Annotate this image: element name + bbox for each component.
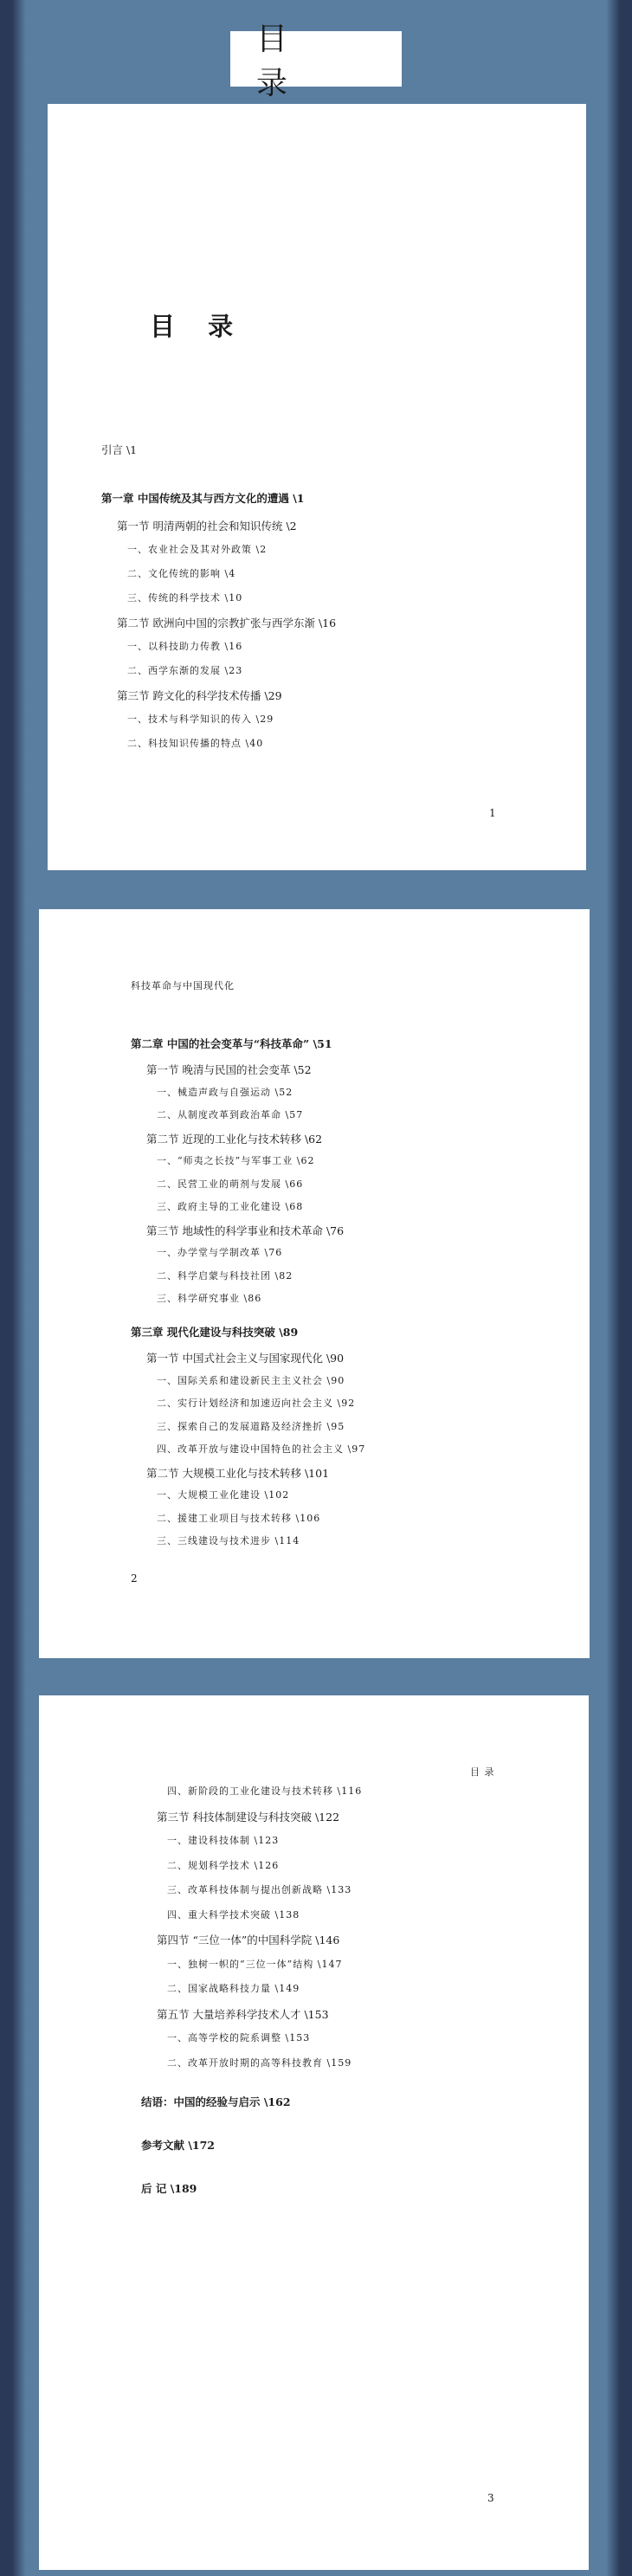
toc-section-entry: 第二节 近现的工业化与技术转移 \62	[146, 1132, 323, 1146]
page-number: 3	[487, 2492, 494, 2504]
toc-page-2	[39, 909, 590, 1658]
toc-subsection-entry: 一、技术与科学知识的传入 \29	[127, 713, 274, 725]
toc-subsection-entry: 一、大规模工业化建设 \102	[157, 1489, 290, 1501]
toc-subsection-entry: 四、重大科学技术突破 \138	[167, 1908, 300, 1921]
page-heading: 目 录	[150, 312, 246, 341]
toc-chapter-entry: 结语：中国的经验与启示 \162	[141, 2095, 291, 2108]
toc-subsection-entry: 二、规划科学技术 \126	[167, 1859, 280, 1871]
toc-section-entry: 第二节 欧洲向中国的宗教扩张与西学东渐 \16	[117, 617, 337, 629]
toc-chapter-entry: 第一章 中国传统及其与西方文化的遭遇 \1	[101, 492, 305, 505]
toc-subsection-entry: 一、农业社会及其对外政策 \2	[127, 544, 268, 555]
toc-subsection-entry: 一、以科技助力传教 \16	[127, 641, 243, 652]
toc-section-entry: 第三节 跨文化的科学技术传播 \29	[117, 689, 282, 702]
toc-chapter-entry: 引言 \1	[101, 443, 138, 456]
page-number: 1	[489, 807, 496, 819]
toc-section-entry: 第一节 晚清与民国的社会变革 \52	[146, 1063, 312, 1076]
toc-subsection-entry: 一、“师夷之长技”与军事工业 \62	[157, 1155, 315, 1166]
toc-subsection-entry: 一、械造声政与自强运动 \52	[157, 1086, 293, 1098]
toc-subsection-entry: 二、从制度改革到政治革命 \57	[157, 1109, 304, 1120]
toc-subsection-entry: 三、改革科技体制与提出创新战略 \133	[167, 1884, 352, 1895]
toc-section-entry: 第一节 中国式社会主义与国家现代化 \90	[146, 1352, 345, 1365]
toc-subsection-entry: 一、办学堂与学制改革 \76	[157, 1247, 283, 1258]
toc-subsection-entry: 一、建设科技体制 \123	[167, 1835, 280, 1846]
toc-section-entry: 第三节 地域性的科学事业和技术革命 \76	[146, 1223, 345, 1237]
toc-subsection-entry: 四、改革开放与建设中国特色的社会主义 \97	[157, 1443, 366, 1455]
toc-subsection-entry: 三、科学研究事业 \86	[157, 1293, 262, 1304]
toc-subsection-entry: 二、实行计划经济和加速迈向社会主义 \92	[157, 1398, 356, 1409]
toc-subsection-entry: 二、科技知识传播的特点 \40	[127, 738, 264, 749]
toc-subsection-entry: 一、高等学校的院系调整 \153	[167, 2032, 311, 2043]
page-number: 2	[131, 1572, 138, 1585]
toc-chapter-entry: 后 记 \189	[141, 2181, 197, 2195]
toc-section-entry: 第五节 大量培养科学技术人才 \153	[157, 2007, 329, 2021]
toc-page-3	[39, 1695, 589, 2570]
toc-subsection-entry: 二、援建工业项目与技术转移 \106	[157, 1512, 321, 1524]
toc-subsection-entry: 三、探索自己的发展道路及经济挫折 \95	[157, 1420, 345, 1432]
toc-chapter-entry: 第三章 现代化建设与科技突破 \89	[131, 1326, 299, 1339]
toc-section-entry: 第四节 “三位一体”的中国科学院 \146	[157, 1934, 340, 1947]
toc-subsection-entry: 二、西学东渐的发展 \23	[127, 665, 243, 676]
toc-section-entry: 第二节 大规模工业化与技术转移 \101	[146, 1466, 330, 1480]
running-head: 目 录	[470, 1766, 495, 1778]
running-head: 科技革命与中国现代化	[131, 980, 235, 991]
toc-subsection-entry: 三、三线建设与技术进步 \114	[157, 1535, 300, 1546]
toc-chapter-entry: 参考文献 \172	[141, 2138, 216, 2152]
toc-page-1	[48, 104, 586, 870]
banner-title: 目 录	[230, 31, 402, 87]
toc-subsection-entry: 四、新阶段的工业化建设与技术转移 \116	[167, 1785, 363, 1797]
toc-subsection-entry: 二、民营工业的萌剂与发展 \66	[157, 1178, 304, 1190]
toc-subsection-entry: 二、科学启蒙与科技社团 \82	[157, 1269, 293, 1282]
toc-subsection-entry: 二、改革开放时期的高等科技教育 \159	[167, 2056, 352, 2069]
toc-section-entry: 第三节 科技体制建设与科技突破 \122	[157, 1810, 340, 1824]
toc-subsection-entry: 三、传统的科学技术 \10	[127, 592, 243, 604]
toc-subsection-entry: 一、独树一帜的“三位一体”结构 \147	[167, 1958, 343, 1970]
toc-chapter-entry: 第二章 中国的社会变革与“科技革命” \51	[131, 1037, 332, 1050]
toc-section-entry: 第一节 明清两朝的社会和知识传统 \2	[117, 520, 297, 533]
toc-subsection-entry: 二、国家战略科技力量 \149	[167, 1983, 300, 1994]
toc-subsection-entry: 三、政府主导的工业化建设 \68	[157, 1201, 304, 1212]
toc-subsection-entry: 一、国际关系和建设新民主主义社会 \90	[157, 1374, 345, 1386]
toc-subsection-entry: 二、文化传统的影响 \4	[127, 568, 236, 579]
